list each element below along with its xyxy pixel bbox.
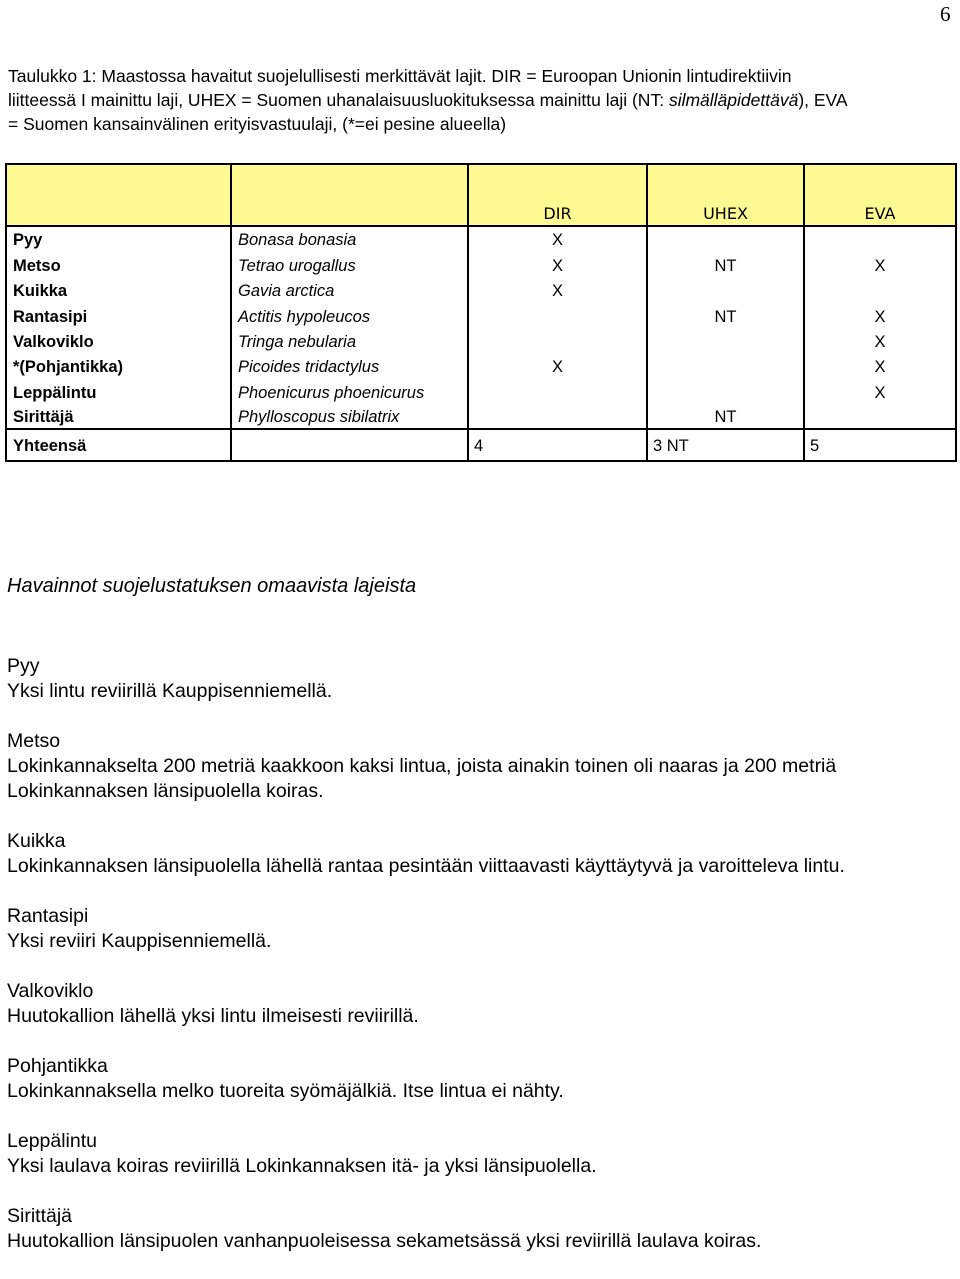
observation-species: Pyy bbox=[7, 655, 40, 677]
species-latin: Gavia arctica bbox=[231, 277, 468, 302]
observation-text: Yksi laulava koiras reviirillä Lokinkannaksen itä- ja yksi länsipuolella. bbox=[7, 1155, 597, 1177]
observation-species: Sirittäjä bbox=[7, 1205, 73, 1227]
species-table bbox=[5, 163, 957, 462]
total-dir: 4 bbox=[468, 429, 647, 461]
uhex-mark bbox=[647, 277, 804, 302]
observation-text: Lokinkannaksen länsipuolella lähellä rantaa pesintään viittaavasti käyttäytyvä ja varoitteleva lintu. bbox=[7, 855, 845, 877]
observation-item bbox=[7, 729, 955, 804]
observation-species: Kuikka bbox=[7, 830, 66, 852]
table-header-row bbox=[6, 164, 956, 226]
dir-mark: X bbox=[468, 277, 647, 302]
observation-text: Lokinkannaksella melko tuoreita syömäjälkiä. Itse lintua ei nähty. bbox=[7, 1080, 564, 1102]
caption-line-2-italic: silmälläpidettävä bbox=[668, 90, 799, 110]
uhex-mark: NT bbox=[647, 302, 804, 327]
species-name: Pyy bbox=[6, 226, 231, 251]
observation-text: Lokinkannakselta 200 metriä kaakkoon kaksi lintua, joista ainakin toinen oli naaras ja 200 metriä bbox=[7, 755, 837, 777]
observation-item bbox=[7, 1204, 955, 1254]
species-latin: Tringa nebularia bbox=[231, 328, 468, 353]
observation-text: Yksi lintu reviirillä Kauppisenniemellä. bbox=[7, 680, 333, 702]
eva-mark bbox=[804, 404, 956, 429]
observation-item bbox=[7, 979, 955, 1029]
observation-species: Pohjantikka bbox=[7, 1055, 108, 1077]
dir-mark bbox=[468, 404, 647, 429]
observation-species: Metso bbox=[7, 730, 61, 752]
eva-mark: X bbox=[804, 251, 956, 276]
dir-mark bbox=[468, 328, 647, 353]
species-latin: Tetrao urogallus bbox=[231, 251, 468, 276]
total-eva: 5 bbox=[804, 429, 956, 461]
observation-item bbox=[7, 1129, 955, 1179]
species-name: Metso bbox=[6, 251, 231, 276]
table-row bbox=[6, 353, 956, 378]
species-name: Rantasipi bbox=[6, 302, 231, 327]
observation-species: Valkoviklo bbox=[7, 980, 94, 1002]
table-row bbox=[6, 277, 956, 302]
species-name: *(Pohjantikka) bbox=[6, 353, 231, 378]
observation-item bbox=[7, 904, 955, 954]
species-latin: Picoides tridactylus bbox=[231, 353, 468, 378]
table-row bbox=[6, 378, 956, 403]
uhex-mark: NT bbox=[647, 251, 804, 276]
observation-text: Lokinkannaksen länsipuolella koiras. bbox=[7, 780, 324, 802]
total-uhex: 3 NT bbox=[647, 429, 804, 461]
uhex-mark: NT bbox=[647, 404, 804, 429]
eva-mark bbox=[804, 277, 956, 302]
dir-mark: X bbox=[468, 251, 647, 276]
uhex-mark bbox=[647, 353, 804, 378]
page-number: 6 bbox=[940, 2, 951, 26]
species-latin: Phoenicurus phoenicurus bbox=[231, 378, 468, 403]
dir-mark bbox=[468, 378, 647, 403]
species-latin: Bonasa bonasia bbox=[231, 226, 468, 251]
eva-mark: X bbox=[804, 353, 956, 378]
uhex-mark bbox=[647, 226, 804, 251]
uhex-mark bbox=[647, 328, 804, 353]
total-latin-cell bbox=[231, 429, 468, 461]
species-name: Sirittäjä bbox=[6, 404, 231, 429]
observation-item bbox=[7, 654, 955, 704]
header-name bbox=[6, 164, 231, 226]
total-row bbox=[6, 429, 956, 461]
table-row bbox=[6, 226, 956, 251]
caption-line-3: = Suomen kansainvälinen erityisvastuulaji, (*=ei pesine alueella) bbox=[8, 114, 507, 134]
observation-text: Yksi reviiri Kauppisenniemellä. bbox=[7, 930, 272, 952]
observation-item bbox=[7, 1054, 955, 1104]
eva-mark bbox=[804, 226, 956, 251]
header-latin bbox=[231, 164, 468, 226]
caption-line-1: Taulukko 1: Maastossa havaitut suojelullisesti merkittävät lajit. DIR = Euroopan Unionin lintudirektiivin bbox=[8, 66, 792, 86]
dir-mark: X bbox=[468, 353, 647, 378]
observation-species: Leppälintu bbox=[7, 1130, 97, 1152]
table-row bbox=[6, 302, 956, 327]
dir-mark: X bbox=[468, 226, 647, 251]
total-label: Yhteensä bbox=[6, 429, 231, 461]
observation-text: Huutokallion länsipuolen vanhanpuoleisessa sekametsässä yksi reviirillä laulava koiras. bbox=[7, 1230, 762, 1252]
header-uhex: UHEX bbox=[647, 164, 804, 226]
table-row bbox=[6, 404, 956, 429]
observation-species: Rantasipi bbox=[7, 905, 89, 927]
observation-text: Huutokallion lähellä yksi lintu ilmeisesti reviirillä. bbox=[7, 1005, 419, 1027]
table-row bbox=[6, 251, 956, 276]
species-latin: Phylloscopus sibilatrix bbox=[231, 404, 468, 429]
header-eva: EVA bbox=[804, 164, 956, 226]
caption-line-2-start: liitteessä I mainittu laji, UHEX = Suomen uhanalaisuusluokituksessa mainittu laji (NT: bbox=[8, 90, 669, 110]
eva-mark: X bbox=[804, 378, 956, 403]
species-name: Valkoviklo bbox=[6, 328, 231, 353]
observations-heading: Havainnot suojelustatuksen omaavista lajeista bbox=[7, 575, 417, 597]
observations-list bbox=[7, 654, 955, 1279]
table-row bbox=[6, 328, 956, 353]
uhex-mark bbox=[647, 378, 804, 403]
species-latin: Actitis hypoleucos bbox=[231, 302, 468, 327]
eva-mark: X bbox=[804, 302, 956, 327]
dir-mark bbox=[468, 302, 647, 327]
caption-line-2-end: ), EVA bbox=[798, 90, 848, 110]
caption-line-2 bbox=[8, 88, 954, 112]
species-name: Kuikka bbox=[6, 277, 231, 302]
eva-mark: X bbox=[804, 328, 956, 353]
observation-item bbox=[7, 829, 955, 879]
header-dir: DIR bbox=[468, 164, 647, 226]
table-caption bbox=[8, 64, 954, 136]
species-name: Leppälintu bbox=[6, 378, 231, 403]
